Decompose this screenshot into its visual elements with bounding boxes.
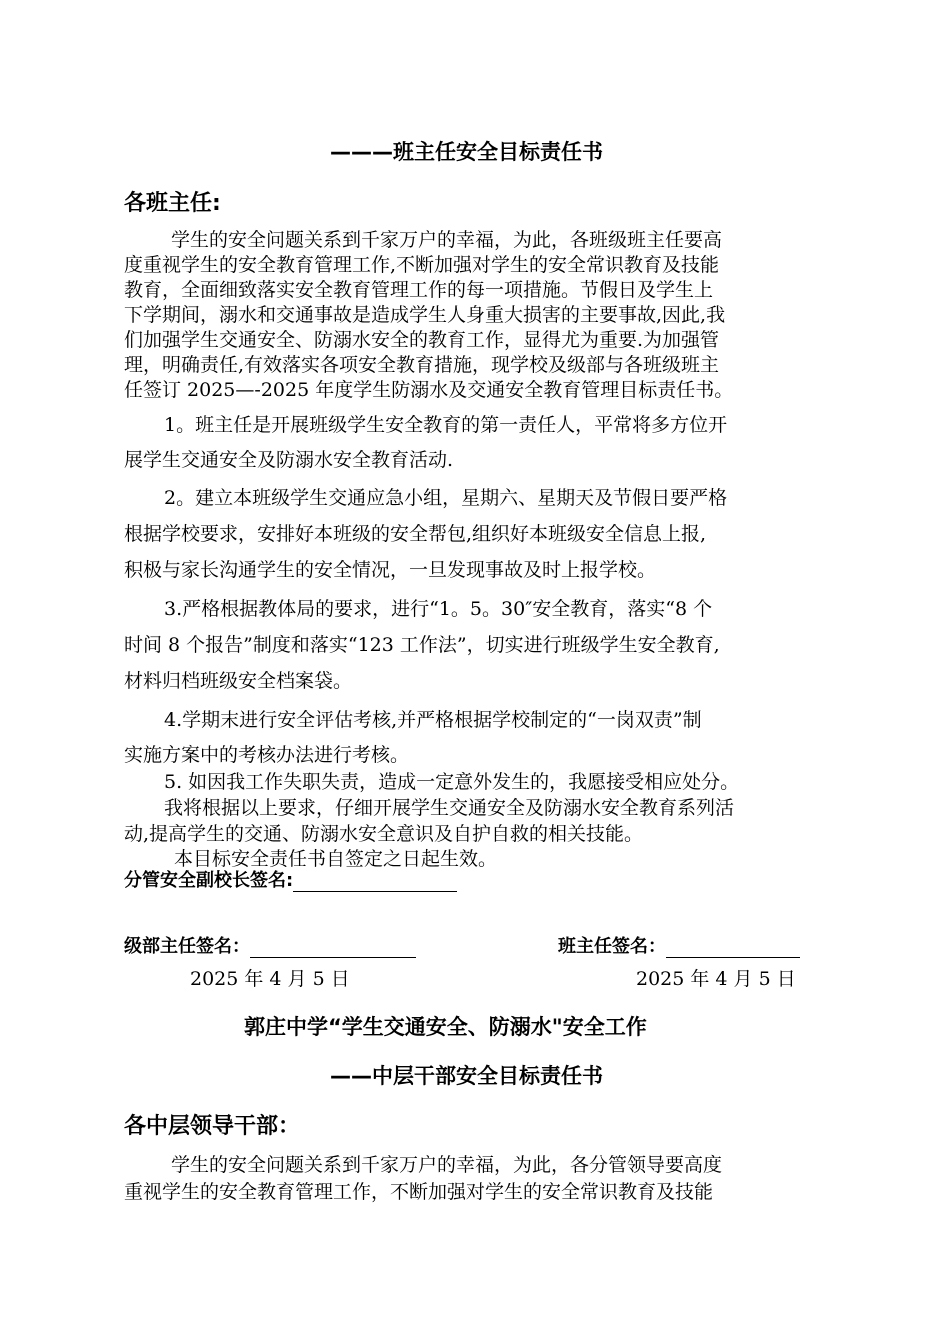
section1-title: ———班主任安全目标责任书 [330,140,603,164]
text-line: 重视学生的安全教育管理工作，不断加强对学生的安全常识教育及技能 [124,1181,714,1203]
text-line: 们加强学生交通安全、防溺水安全的教育工作，显得尤为重要.为加强管 [124,329,720,351]
text-line: 度重视学生的安全教育管理工作,不断加强对学生的安全常识教育及技能 [124,254,720,276]
text-line: 学生的安全问题关系到千家万户的幸福，为此，各班级班主任要高 [171,229,723,251]
item-4-line: 4.学期末进行安全评估考核,并严格根据学校制定的“一岗双责”制 [164,709,702,731]
vice-principal-signature [124,866,457,892]
text-line: 下学期间，溺水和交通事故是造成学生人身重大损害的主要事故,因此,我 [124,304,726,326]
item-3-line: 材料归档班级安全档案袋。 [124,670,353,692]
vice-principal-label: 分管安全副校长签名: [124,870,294,891]
section2-salutation: 各中层领导干部： [124,1114,301,1139]
item-4-line: 实施方案中的考核办法进行考核。 [124,744,410,766]
signature-line [293,871,457,892]
item-5-line: 5. 如因我工作失职失责，造成一定意外发生的，我愿接受相应处分。 [164,771,740,793]
section2-subtitle: ——中层干部安全目标责任书 [330,1064,603,1088]
signature-line [666,937,800,958]
grade-head-label: 级部主任签名： [124,936,250,957]
grade-head-signature [124,932,416,958]
item-3-line: 时间 8 个报告”制度和落实“123 工作法”，切实进行班级学生安全教育, [124,634,720,656]
text-line: 我将根据以上要求，仔细开展学生交通安全及防溺水安全教育系列活 [164,797,735,819]
text-line: 教育，全面细致落实安全教育管理工作的每一项措施。节假日及学生上 [124,279,714,301]
section2-title: 郭庄中学“学生交通安全、防溺水"安全工作 [244,1015,647,1039]
teacher-label: 班主任签名： [558,936,666,957]
text-line: 任签订 2025—-2025 年度学生防溺水及交通安全教育管理目标责任书。 [124,379,734,401]
item-1-line: 展学生交通安全及防溺水安全教育活动. [124,449,454,471]
text-line: 理，明确责任,有效落实各项安全教育措施，现学校及级部与各班级班主 [124,354,720,376]
item-2-line: 2。建立本班级学生交通应急小组，星期六、星期天及节假日要严格 [164,487,728,509]
effective-line: 本目标安全责任书自签定之日起生效。 [174,848,498,870]
item-1-line: 1。班主任是开展班级学生安全教育的第一责任人，平常将多方位开 [164,414,728,436]
item-2-line: 积极与家长沟通学生的安全情况，一旦发现事故及时上报学校。 [124,559,657,581]
text-line: 学生的安全问题关系到千家万户的幸福，为此，各分管领导要高度 [171,1154,723,1176]
date-left: 2025 年 4 月 5 日 [190,968,350,990]
signature-line [250,937,416,958]
text-line: 动,提高学生的交通、防溺水安全意识及自护自救的相关技能。 [124,823,644,845]
item-3-line: 3.严格根据教体局的要求，进行“1。5。30″安全教育，落实“8 个 [164,598,713,620]
section1-salutation: 各班主任: [124,191,221,216]
item-2-line: 根据学校要求，安排好本班级的安全帮包,组织好本班级安全信息上报, [124,523,707,545]
teacher-signature [558,932,800,958]
date-right: 2025 年 4 月 5 日 [636,968,796,990]
